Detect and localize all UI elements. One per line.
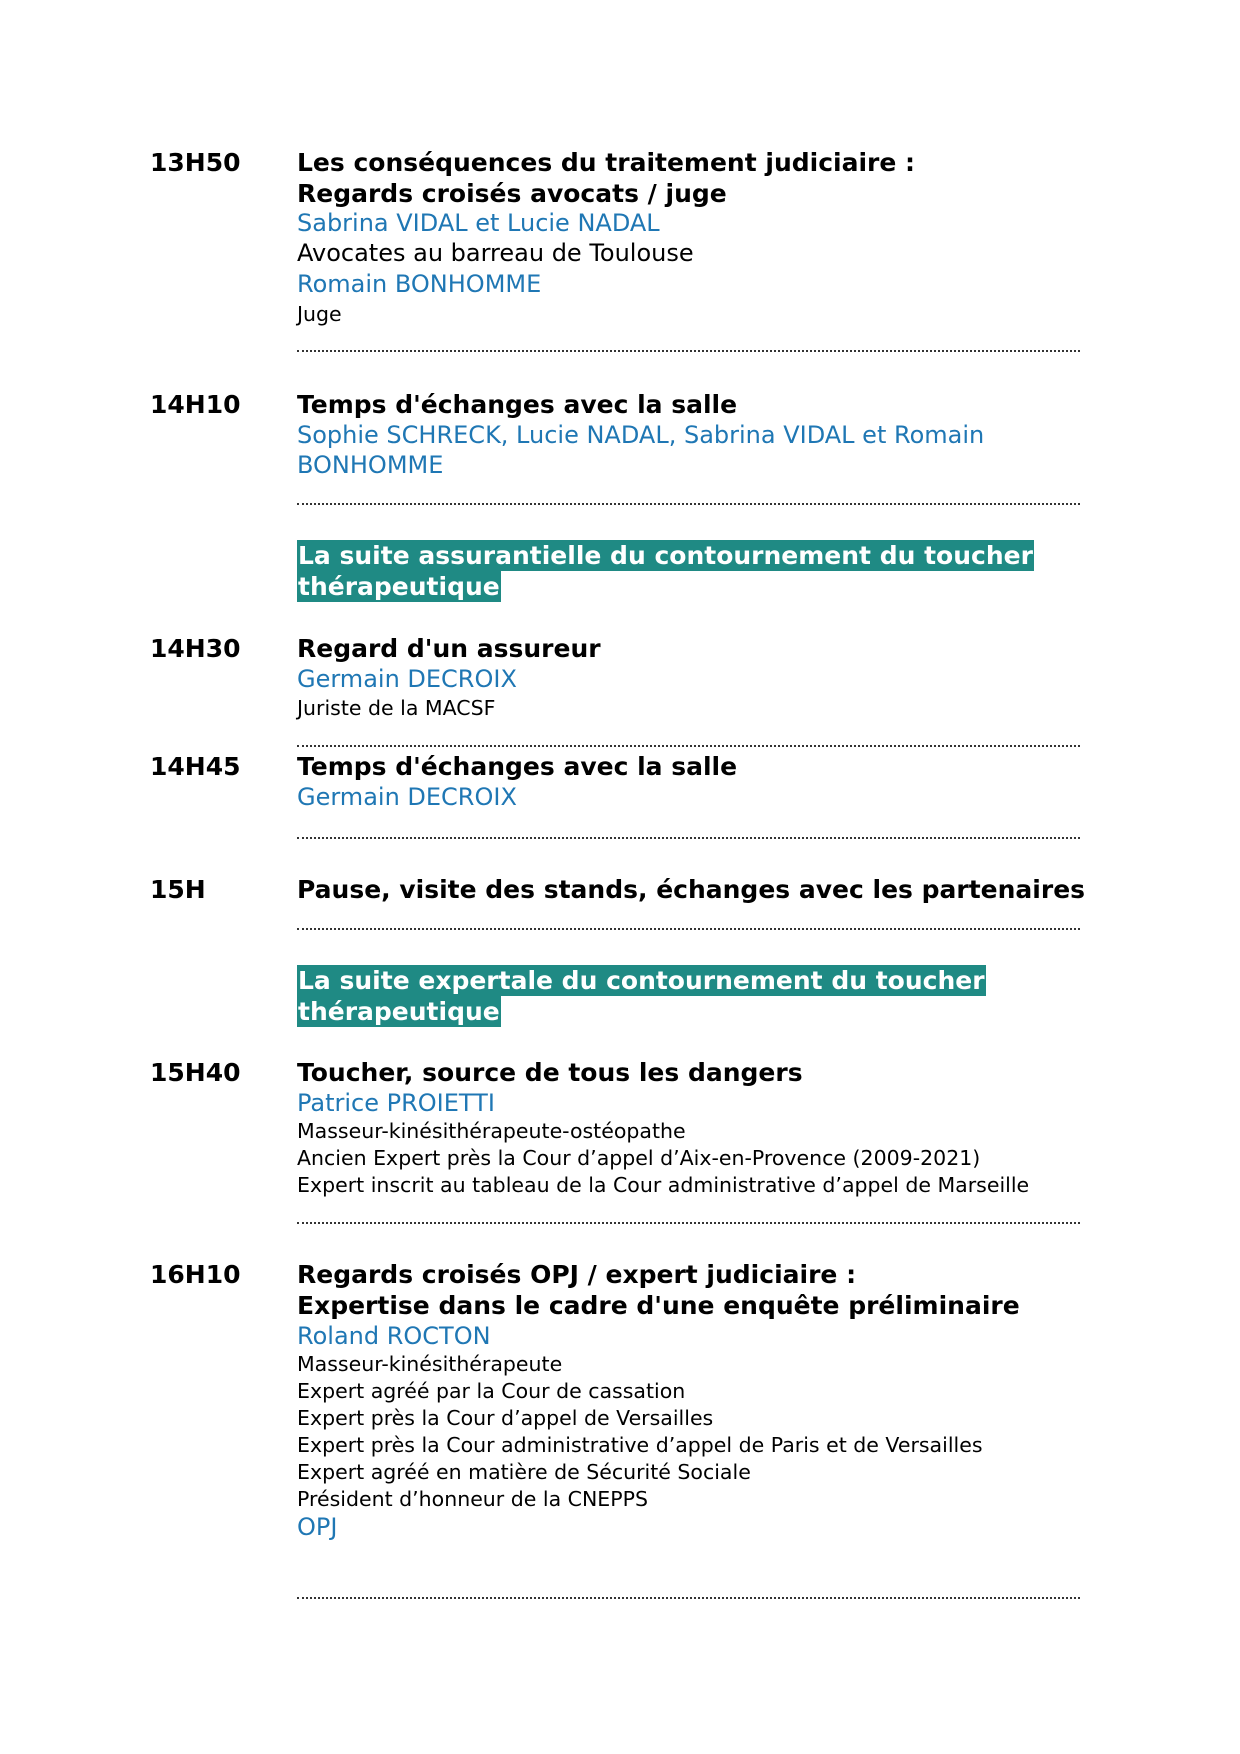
speaker-name: Germain DECROIX <box>297 783 517 811</box>
session-title: Les conséquences du traitement judiciaire : <box>297 148 916 177</box>
speaker-role: Président d’honneur de la CNEPPS <box>297 1487 648 1511</box>
section-heading-line: thérapeutique <box>298 997 500 1026</box>
section-heading-line: La suite expertale du contournement du toucher <box>298 966 985 995</box>
session-time: 13H50 <box>150 148 241 177</box>
speaker-role: Expert près la Cour d’appel de Versailles <box>297 1406 714 1430</box>
speaker-role: Masseur-kinésithérapeute <box>297 1352 563 1376</box>
session-time: 14H30 <box>150 634 241 663</box>
session-title: Temps d'échanges avec la salle <box>297 752 738 781</box>
session-title: Toucher, source de tous les dangers <box>297 1058 803 1087</box>
section-heading-line: thérapeutique <box>298 572 500 601</box>
session-time: 15H40 <box>150 1058 241 1087</box>
dotted-separator <box>297 1597 1080 1599</box>
section-heading <box>297 996 501 1027</box>
dotted-separator <box>297 745 1080 747</box>
session-title: Regard d'un assureur <box>297 634 601 663</box>
dotted-separator <box>297 1222 1080 1224</box>
session-time: 14H45 <box>150 752 241 781</box>
speaker-role: Expert agréé par la Cour de cassation <box>297 1379 686 1403</box>
session-title: Pause, visite des stands, échanges avec les partenaires <box>297 875 1086 904</box>
speaker-name: Roland ROCTON <box>297 1322 491 1350</box>
speaker-role: Masseur-kinésithérapeute-ostéopathe <box>297 1119 686 1143</box>
session-time: 16H10 <box>150 1260 241 1289</box>
section-heading <box>297 540 1034 571</box>
speaker-role: Expert près la Cour administrative d’appel de Paris et de Versailles <box>297 1433 983 1457</box>
section-heading <box>297 571 501 602</box>
session-time: 14H10 <box>150 390 241 419</box>
session-title: Temps d'échanges avec la salle <box>297 390 738 419</box>
speaker-name: Romain BONHOMME <box>297 270 542 298</box>
speaker-role: Avocates au barreau de Toulouse <box>297 239 694 267</box>
session-title: Regards croisés avocats / juge <box>297 179 727 208</box>
section-heading <box>297 965 986 996</box>
dotted-separator <box>297 503 1080 505</box>
speaker-name: OPJ <box>297 1513 338 1541</box>
speaker-name: Patrice PROIETTI <box>297 1089 495 1117</box>
speaker-role: Juge <box>297 302 342 326</box>
dotted-separator <box>297 928 1080 930</box>
speaker-name: Sophie SCHRECK, Lucie NADAL, Sabrina VIDAL et Romain <box>297 421 985 449</box>
dotted-separator <box>297 837 1080 839</box>
session-time: 15H <box>150 875 206 904</box>
session-title: Expertise dans le cadre d'une enquête préliminaire <box>297 1291 1020 1320</box>
speaker-role: Juriste de la MACSF <box>297 696 496 720</box>
speaker-role: Ancien Expert près la Cour d’appel d’Aix-en-Provence (2009-2021) <box>297 1146 981 1170</box>
session-title: Regards croisés OPJ / expert judiciaire : <box>297 1260 857 1289</box>
speaker-role: Expert inscrit au tableau de la Cour administrative d’appel de Marseille <box>297 1173 1030 1197</box>
speaker-name: Sabrina VIDAL et Lucie NADAL <box>297 209 660 237</box>
speaker-name: BONHOMME <box>297 451 444 479</box>
speaker-name: Germain DECROIX <box>297 665 517 693</box>
section-heading-line: La suite assurantielle du contournement du toucher <box>298 541 1033 570</box>
dotted-separator <box>297 350 1080 352</box>
speaker-role: Expert agréé en matière de Sécurité Sociale <box>297 1460 751 1484</box>
